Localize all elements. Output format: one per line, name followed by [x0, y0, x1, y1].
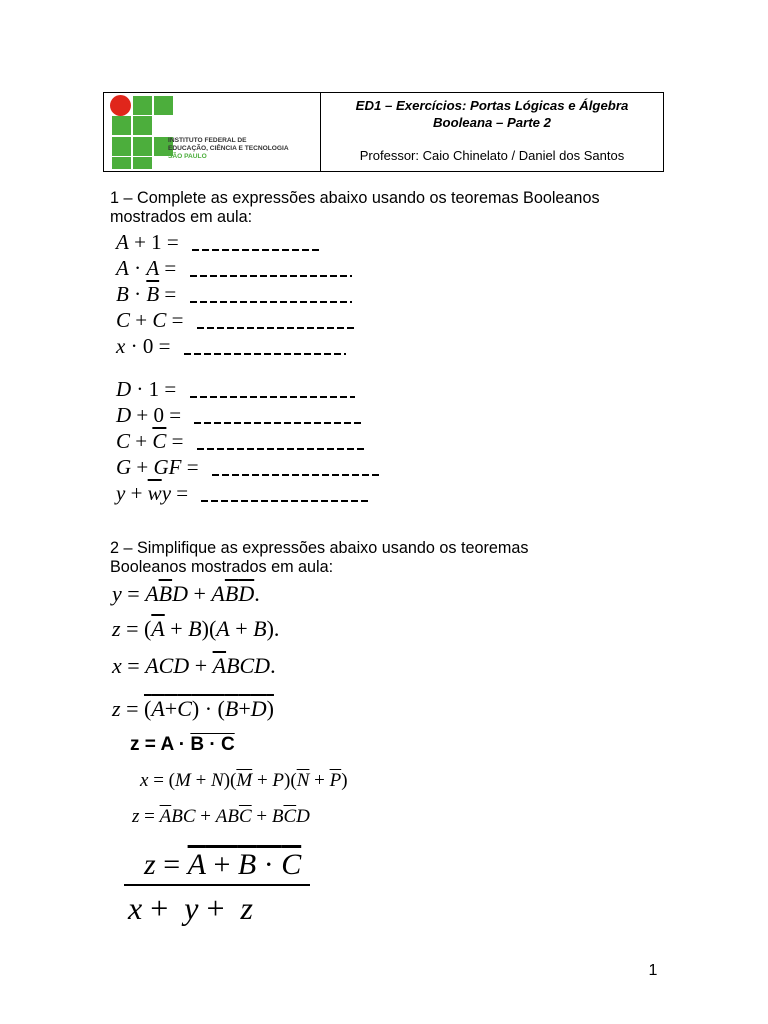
document-title — [321, 97, 663, 131]
logo-square — [154, 96, 173, 115]
question-number: 2 – — [110, 539, 133, 557]
expression: x · 0 = — [116, 334, 346, 358]
title-cell — [321, 93, 663, 171]
title-line-2: Booleana – Parte 2 — [432, 115, 551, 130]
page-number: 1 — [648, 962, 658, 979]
answer-blank — [190, 396, 355, 398]
logo-square — [133, 137, 152, 156]
expression: D · 1 = — [116, 377, 355, 401]
question-1 — [110, 189, 600, 227]
logo-square — [112, 137, 131, 156]
expression: x + y + z — [128, 890, 253, 926]
question-text: Complete as expressões abaixo usando os teoremas Booleanos — [132, 189, 600, 207]
expression: C + C = — [116, 308, 357, 332]
header-table — [103, 92, 664, 172]
expression: $x = (M + N)(\overline{M} + P)(\overline{N} + \overline{P})$ — [140, 770, 348, 791]
answer-blank — [192, 249, 320, 251]
expression: z = A · B · C — [130, 734, 235, 755]
expression: D + 0 = — [116, 403, 362, 427]
answer-blank — [194, 422, 362, 424]
answer-blank — [190, 301, 352, 303]
institution-logo — [104, 93, 321, 171]
logo-square — [133, 96, 152, 115]
answer-blank — [197, 448, 365, 450]
expression: $y = A\overline{B}D + A\overline{B}\overline{D}$. — [112, 581, 260, 606]
logo-red-dot — [110, 95, 131, 116]
expression: A · A = — [116, 256, 352, 280]
question-text: Simplifique as expressões abaixo usando os teoremas — [132, 539, 529, 557]
logo-line: INSTITUTO FEDERAL DE — [168, 137, 247, 144]
expression: $B \cdot \overline{B}$ = — [116, 282, 352, 306]
logo-square — [133, 116, 152, 135]
question-2 — [110, 539, 528, 577]
logo-square — [112, 116, 131, 135]
expression: A + 1 = — [116, 230, 320, 254]
answer-blank — [197, 327, 357, 329]
title-line-1: ED1 – Exercícios: Portas Lógicas e Álgebra — [355, 98, 629, 113]
expression: z = A + B · C — [144, 848, 302, 881]
expression: $z = (\overline{A} + B)(A + B)$. — [112, 616, 280, 641]
logo-line: SÃO PAULO — [168, 153, 207, 160]
expression: $C + \overline{C}$ = — [116, 429, 365, 453]
question-text: mostrados em aula: — [110, 208, 253, 226]
answer-blank — [212, 474, 382, 476]
professor-line: Professor: Caio Chinelato / Daniel dos Santos — [359, 148, 625, 163]
logo-square — [112, 157, 131, 169]
question-number: 1 – — [110, 189, 133, 207]
logo-text — [168, 137, 289, 161]
expression: G + GF = — [116, 455, 382, 479]
expression: $y + \overline{w}y$ = — [116, 481, 371, 505]
logo-square — [133, 157, 152, 169]
question-text: Booleanos mostrados em aula: — [110, 558, 334, 576]
fraction-bar — [124, 884, 310, 886]
answer-blank — [190, 275, 352, 277]
expression: x = ACD + $\overline{A}BCD$. — [112, 653, 276, 678]
answer-blank — [184, 353, 346, 355]
answer-blank — [201, 500, 371, 502]
logo-line: EDUCAÇÃO, CIÊNCIA E TECNOLOGIA — [168, 145, 289, 152]
expression: $z = \overline{A}BC + AB\overline{C} + B\overline{C}D$ — [132, 806, 310, 827]
expression: z = (A+C) · (B+D) — [112, 696, 274, 721]
